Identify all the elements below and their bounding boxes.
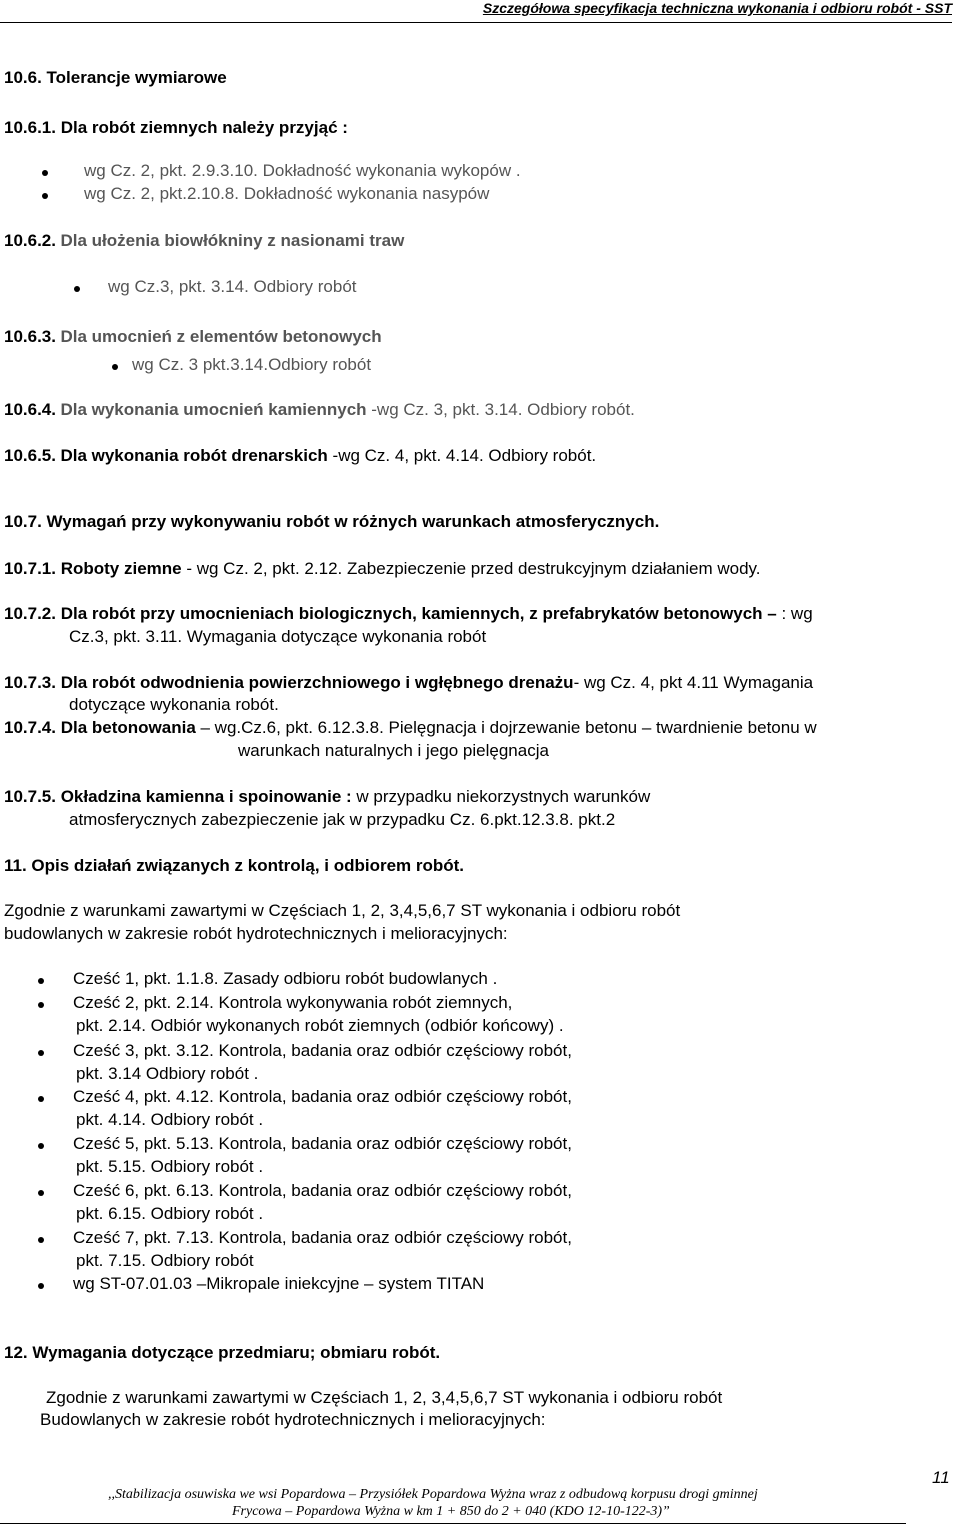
running-header: Szczegółowa specyfikacja techniczna wykonania i odbioru robót - SST [482,0,952,16]
footer-line-1: ,,Stabilizacja osuwiska we wsi Popardowa – Przysiółek Popardowa Wyżna wraz z odbudową korpusu drogi gminnej [108,1487,758,1502]
section-reference: - wg Cz. 4, pkt 4.11 Wymagania [573,673,814,692]
list-item: Cześć 4, pkt. 4.12. Kontrola, badania oraz odbiór częściowy robót, [73,1087,572,1106]
section-10-7-2-cont: Cz.3, pkt. 3.11. Wymagania dotyczące wykonania robót [69,627,487,646]
section-reference: -wg Cz. 3, pkt. 3.14. Odbiory robót. [366,400,635,419]
section-11-intro-cont: budowlanych w zakresie robót hydrotechnicznych i melioracyjnych: [4,924,508,943]
bullet-icon [42,193,48,199]
section-title: 10.7.2. Dla robót przy umocnieniach biologicznych, kamiennych, z prefabrykatów betonowych [4,604,763,623]
bullet-icon [112,364,118,370]
section-10-7-3-cont: dotyczące wykonania robót. [69,695,279,714]
list-item: wg Cz. 2, pkt.2.10.8. Dokładność wykonania nasypów [84,184,490,203]
section-12-paragraph-cont: Budowlanych w zakresie robót hydrotechnicznych i melioracyjnych: [40,1410,546,1429]
section-10-7-3 [4,673,813,693]
section-10-7-5 [4,787,650,807]
list-item-cont: pkt. 2.14. Odbiór wykonanych robót ziemnych (odbiór końcowy) . [76,1016,564,1035]
bullet-icon [38,1143,44,1149]
section-10-6-2 [4,231,404,251]
list-item-cont: pkt. 4.14. Odbiory robót . [76,1110,264,1129]
section-10-7-5-cont: atmosferycznych zabezpieczenie jak w przypadku Cz. 6.pkt.12.3.8. pkt.2 [69,810,616,829]
section-title: 10.7.5. Okładzina kamienna i spoinowanie : [4,787,352,806]
section-title: Dla umocnień z elementów betonowych [60,327,382,346]
section-10-6-title: 10.6. Tolerancje wymiarowe [4,68,227,87]
section-title: 10.7.4. Dla betonowania [4,718,196,737]
bullet-icon [42,170,48,176]
section-number: 10.6.2. [4,231,56,250]
section-number: 10.6.4. [4,400,56,419]
section-12-paragraph: Zgodnie z warunkami zawartymi w Częściach 1, 2, 3,4,5,6,7 ST wykonania i odbioru robót [46,1388,723,1407]
section-10-7-1 [4,559,761,579]
list-item: Cześć 1, pkt. 1.1.8. Zasady odbioru robót budowlanych . [73,969,498,988]
list-item: Cześć 5, pkt. 5.13. Kontrola, badania oraz odbiór częściowy robót, [73,1134,572,1153]
section-10-6-4 [4,400,635,420]
section-title: 10.7.3. Dla robót odwodnienia powierzchniowego i wgłębnego drenażu [4,673,574,692]
list-item: Cześć 3, pkt. 3.12. Kontrola, badania oraz odbiór częściowy robót, [73,1041,572,1060]
list-item: Cześć 2, pkt. 2.14. Kontrola wykonywania robót ziemnych, [73,993,513,1012]
bullet-icon [38,1096,44,1102]
section-10-7-4-cont: warunkach naturalnych i jego pielęgnacja [238,741,549,760]
section-reference: -wg Cz. 4, pkt. 4.14. Odbiory robót. [327,446,597,465]
section-12-title: 12. Wymagania dotyczące przedmiaru; obmiaru robót. [4,1343,441,1362]
section-10-6-1-title: 10.6.1. Dla robót ziemnych należy przyjąć : [4,118,348,137]
page-number: 11 [932,1468,950,1487]
section-10-6-5 [4,446,596,466]
section-11-intro: Zgodnie z warunkami zawartymi w Częściach 1, 2, 3,4,5,6,7 ST wykonania i odbioru robót [4,901,681,920]
list-item-cont: pkt. 7.15. Odbiory robót [76,1251,254,1270]
list-item: wg ST-07.01.03 –Mikropale iniekcyjne – system TITAN [73,1274,485,1293]
bullet-icon [38,1190,44,1196]
section-reference: w przypadku niekorzystnych warunków [351,787,651,806]
section-number: 10.6.3. [4,327,56,346]
bullet-icon [38,1237,44,1243]
list-item: Cześć 7, pkt. 7.13. Kontrola, badania oraz odbiór częściowy robót, [73,1228,572,1247]
bullet-icon [38,1050,44,1056]
section-reference: : wg [781,604,813,623]
bullet-icon [38,1002,44,1008]
section-number: 10.6.5. [4,446,56,465]
bullet-icon [74,286,80,292]
section-10-7-title: 10.7. Wymagań przy wykonywaniu robót w różnych warunkach atmosferycznych. [4,512,660,531]
list-item: wg Cz. 3 pkt.3.14.Odbiory robót [132,355,372,374]
section-10-7-4 [4,718,817,738]
bullet-icon [38,978,44,984]
bullet-icon [38,1283,44,1289]
list-item: Cześć 6, pkt. 6.13. Kontrola, badania oraz odbiór częściowy robót, [73,1181,572,1200]
section-title: 10.7.1. Roboty ziemne [4,559,182,578]
section-reference: - wg Cz. 2, pkt. 2.12. Zabezpieczenie przed destrukcyjnym działaniem wody. [181,559,761,578]
list-item: wg Cz. 2, pkt. 2.9.3.10. Dokładność wykonania wykopów . [84,161,521,180]
section-11-title: 11. Opis działań związanych z kontrolą, i odbiorem robót. [4,856,465,875]
list-item-cont: pkt. 5.15. Odbiory robót . [76,1157,264,1176]
section-title: Dla wykonania umocnień kamiennych [60,400,367,419]
list-item-cont: pkt. 6.15. Odbiory robót . [76,1204,264,1223]
section-10-7-2: 10.7.2. Dla robót przy umocnieniach biologicznych, kamiennych, z prefabrykatów betonowych – : wg [4,604,813,623]
section-reference: – wg.Cz.6, pkt. 6.12.3.8. Pielęgnacja i dojrzewanie betonu – twardnienie betonu w [195,718,817,737]
section-title: Dla wykonania robót drenarskich [60,446,328,465]
list-item-cont: pkt. 3.14 Odbiory robót . [76,1064,259,1083]
footer-line-2: Frycowa – Popardowa Wyżna w km 1 + 850 do 2 + 040 (KDO 12-10-122-3)” [232,1504,670,1519]
section-title: Dla ułożenia biowłókniny z nasionami traw [60,231,405,250]
section-10-6-3 [4,327,382,347]
footer-rule [0,1523,906,1524]
header-rule [0,22,952,23]
list-item: wg Cz.3, pkt. 3.14. Odbiory robót [108,277,357,296]
